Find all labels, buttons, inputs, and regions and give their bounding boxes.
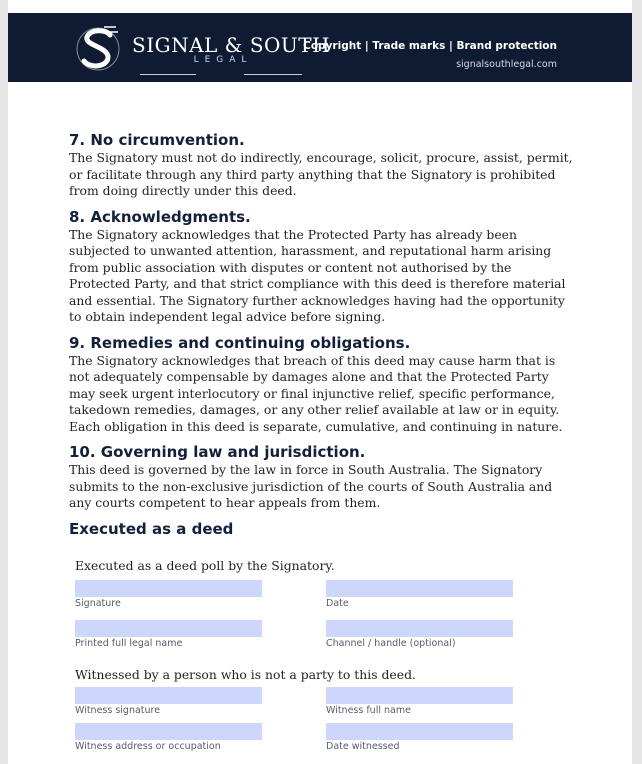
section-body: The Signatory acknowledges that breach of this deed may cause harm that is not adequately compensable by damages alone and that the Protected Party may seek urgent interlocutory or final injunctive relief, specific performance, takedown remedies, damages, or any other relief available at law or in equity. Each obligation in this deed is separate, cumulative, and continuing in nature. <box>69 352 563 434</box>
date-witnessed-input[interactable] <box>326 723 513 740</box>
field-label: Channel / handle (optional) <box>326 638 456 649</box>
channel-handle-input[interactable] <box>326 620 513 637</box>
section-body: This deed is governed by the law in force in South Australia. The Signatory submits to the non-exclusive jurisdiction of the courts of South Australia and any courts competent to hear appeals from them. <box>69 462 553 510</box>
printed-name-input[interactable] <box>75 620 262 637</box>
field-label: Date <box>326 598 349 609</box>
letterhead <box>8 13 632 82</box>
section-title: 9. Remedies and continuing obligations. <box>69 333 411 352</box>
field-label: Date witnessed <box>326 741 400 752</box>
witness-address-field[interactable] <box>75 723 262 752</box>
printed-name-field[interactable] <box>75 620 262 649</box>
section-title: 8. Acknowledgments. <box>69 207 251 226</box>
field-label: Signature <box>75 598 121 609</box>
field-label: Witness signature <box>75 705 161 716</box>
website-link[interactable]: signalsouthlegal.com <box>456 59 557 70</box>
section-body: The Signatory acknowledges that the Protected Party has already been subjected to unwanted attention, harassment, and reputational harm arising from public association with disputes or content not authorised by the Protected Party, and that strict compliance with this deed is therefore material and essential. The Signatory further acknowledges having had the opportunity to obtain independent legal advice before signing. <box>69 226 566 324</box>
signature-field[interactable] <box>75 580 262 609</box>
execution-intro: Executed as a deed poll by the Signatory. <box>75 558 335 573</box>
witness-address-input[interactable] <box>75 723 262 740</box>
field-label: Witness address or occupation <box>75 741 221 752</box>
brand-name: SIGNAL & SOUTH <box>132 33 331 57</box>
date-field[interactable] <box>326 580 513 609</box>
witness-name-input[interactable] <box>326 687 513 704</box>
witness-name-field[interactable] <box>326 687 513 716</box>
section-title: 7. No circumvention. <box>69 131 245 149</box>
witness-intro: Witnessed by a person who is not a party to this deed. <box>75 667 416 682</box>
signature-input[interactable] <box>75 580 262 597</box>
channel-handle-field[interactable] <box>326 620 513 649</box>
brand-logo-icon <box>76 23 120 75</box>
brand-subtitle: LEGAL <box>193 55 253 65</box>
witness-signature-field[interactable] <box>75 687 262 716</box>
execution-title: Executed as a deed <box>69 519 234 538</box>
field-label: Witness full name <box>326 705 411 716</box>
deed-body <box>69 130 575 539</box>
section-title: 10. Governing law and jurisdiction. <box>69 443 366 461</box>
date-input[interactable] <box>326 580 513 597</box>
brand-divider <box>244 74 302 75</box>
field-label: Printed full legal name <box>75 638 183 649</box>
section-body: The Signatory must not do indirectly, encourage, solicit, procure, assist, permit, or facilitate through any third party anything that the Signatory is prohibited from doing directly under this deed. <box>69 150 573 198</box>
date-witnessed-field[interactable] <box>326 723 513 752</box>
header-links[interactable]: Copyright | Trade marks | Brand protection <box>303 40 557 52</box>
header-info <box>303 40 557 70</box>
witness-signature-input[interactable] <box>75 687 262 704</box>
brand-divider <box>140 74 196 75</box>
